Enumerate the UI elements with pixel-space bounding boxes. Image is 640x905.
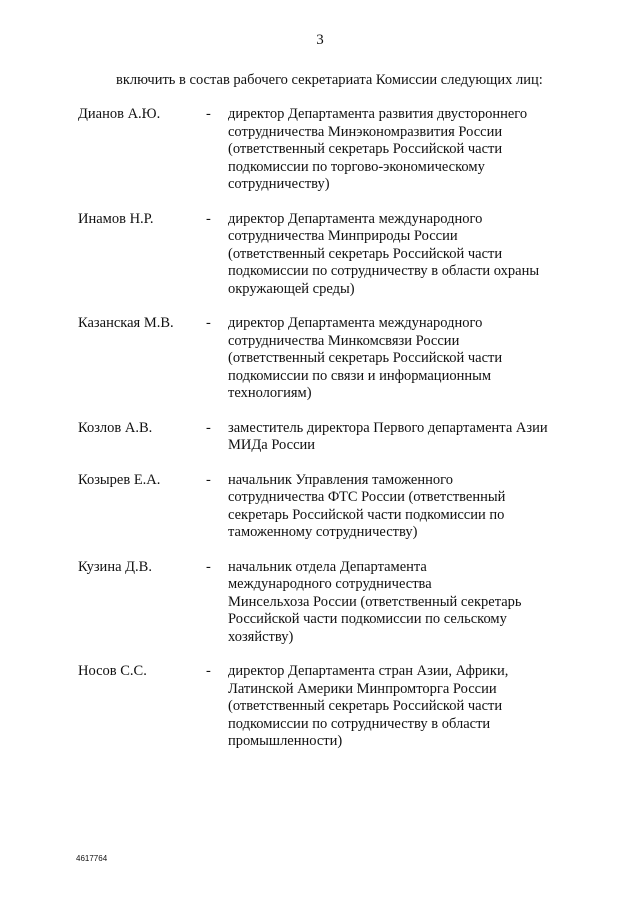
dash-separator: - <box>206 419 211 436</box>
description-line: международного сотрудничества <box>228 576 432 592</box>
person-name: Козлов А.В. <box>78 419 153 436</box>
description-line: директор Департамента стран Азии, Африки, <box>228 663 509 679</box>
description-line: технологиям) <box>228 385 312 401</box>
description-line: Российской части подкомиссии по сельскому <box>228 611 507 627</box>
list-item <box>78 106 578 194</box>
description-line: Минсельхоза России (ответственный секретарь <box>228 593 522 610</box>
description-line: сотрудничества Минэкономразвития России <box>228 123 503 140</box>
dash-separator: - <box>206 210 211 227</box>
description-line: сотрудничества Минкомсвязи России <box>228 332 460 349</box>
intro-text: включить в состав рабочего секретариата Комиссии следующих лиц: <box>116 72 543 88</box>
description-line: подкомиссии по сотрудничеству в области охраны <box>228 263 540 279</box>
person-name: Козырев Е.А. <box>78 471 161 488</box>
secretariat-list <box>78 106 578 768</box>
dash-separator: - <box>206 663 211 679</box>
person-name: Казанская М.В. <box>78 315 174 331</box>
description-line: сотрудничеству) <box>228 176 330 192</box>
person-description <box>228 559 564 647</box>
description-line: директор Департамента развития двустороннего <box>228 106 528 122</box>
document-code: 4617764 <box>76 854 108 863</box>
page-number: 3 <box>316 32 324 48</box>
dash-separator: - <box>206 106 211 122</box>
description-line: секретарь Российской части подкомиссии по <box>228 506 505 523</box>
description-line: (ответственный секретарь Российской части <box>228 245 503 262</box>
description-line: подкомиссии по торгово-экономическому <box>228 158 485 175</box>
person-name: Кузина Д.В. <box>78 558 152 575</box>
dash-separator: - <box>206 558 211 575</box>
person-name: Инамов Н.Р. <box>78 210 154 227</box>
description-line: (ответственный секретарь Российской части <box>228 698 503 714</box>
list-item <box>78 211 578 299</box>
person-description <box>228 472 564 542</box>
description-line: хозяйству) <box>228 628 294 645</box>
description-line: сотрудничества Минприроды России <box>228 228 458 244</box>
list-item <box>78 315 578 403</box>
description-line: директор Департамента международного <box>228 210 483 227</box>
description-line: (ответственный секретарь Российской части <box>228 350 503 366</box>
dash-separator: - <box>206 471 211 488</box>
list-item <box>78 420 578 455</box>
person-name: Носов С.С. <box>78 663 147 679</box>
description-line: МИДа России <box>228 437 316 453</box>
person-description <box>228 315 564 403</box>
person-description <box>228 211 564 299</box>
person-description <box>228 420 564 455</box>
description-line: (ответственный секретарь Российской части <box>228 141 503 157</box>
list-item <box>78 559 578 647</box>
description-line: подкомиссии по связи и информационным <box>228 367 492 384</box>
description-line: подкомиссии по сотрудничеству в области <box>228 715 491 732</box>
description-line: окружающей среды) <box>228 280 355 297</box>
description-line: начальник Управления таможенного <box>228 471 453 488</box>
dash-separator: - <box>206 315 211 331</box>
description-line: директор Департамента международного <box>228 315 483 331</box>
person-name: Дианов А.Ю. <box>78 106 161 122</box>
description-line: начальник отдела Департамента <box>228 558 427 575</box>
list-item <box>78 663 578 751</box>
description-line: промышленности) <box>228 733 343 749</box>
description-line: заместитель директора Первого департамента Азии <box>228 419 548 436</box>
person-description <box>228 663 564 751</box>
description-line: Латинской Америки Минпромторга России <box>228 680 497 697</box>
description-line: сотрудничества ФТС России (ответственный <box>228 489 506 505</box>
list-item <box>78 472 578 542</box>
description-line: таможенному сотрудничеству) <box>228 524 418 540</box>
person-description <box>228 106 564 194</box>
